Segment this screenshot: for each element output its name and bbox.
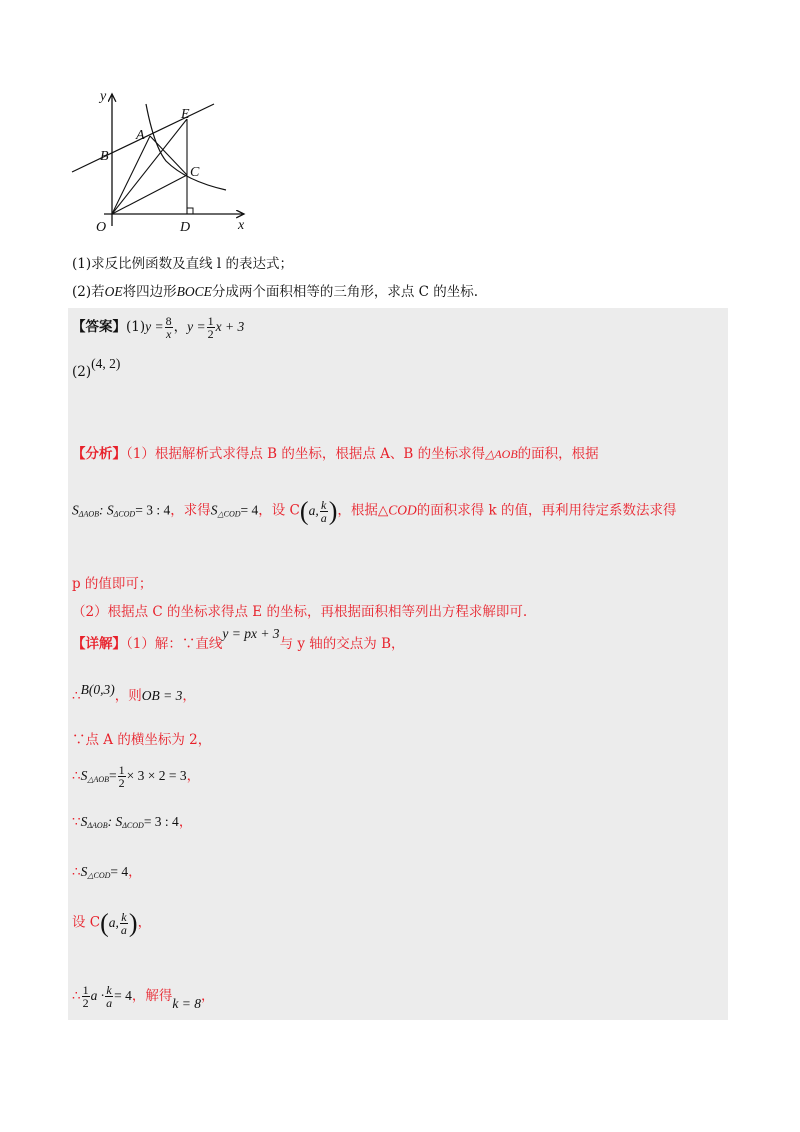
geometry-figure [66, 86, 256, 238]
detail-line-2: ∴B(0,3)，则OB = 3， [72, 682, 196, 704]
coordinate-diagram [66, 86, 256, 238]
right-angle-mark [187, 208, 193, 214]
label-O: O [96, 220, 107, 235]
analysis-line-4: （2）根据点 C 的坐标求得点 E 的坐标，再根据面积相等列出方程求解即可. [72, 604, 528, 620]
label-A: A [136, 128, 145, 143]
label-C: C [190, 165, 200, 180]
detail-line-6: $\therefore S_{\triangle COD}= 4$， [72, 864, 142, 880]
analysis-line-3: p 的值即可； [72, 576, 153, 592]
label-x: x [238, 218, 245, 233]
question-2: (2)若OE将四边形BOCE分成两个面积相等的三角形，求点 C 的坐标. [72, 284, 479, 300]
segment-OE [112, 119, 187, 214]
detail-line-4: $\therefore S_{\triangle AOB}=$ $\frac{1}{2}$ × 3 × 2 = 3， [72, 763, 201, 790]
label-E: E [181, 107, 190, 122]
answer-panel [68, 308, 728, 1020]
detail-line-3: ∵点 A 的横坐标为 2， [72, 732, 212, 748]
answer-line-2: (2)(4, 2) [72, 356, 121, 380]
label-B: B [100, 149, 109, 164]
label-y: y [100, 89, 107, 104]
detail-line-5: $\because S_{\Delta AOB}$: $S_{\Delta COD}= 3$ : 4， [72, 814, 193, 830]
detail-line-1: 【详解】（1）解：∵直线y = px + 3与 y 轴的交点为 B， [72, 626, 405, 652]
segment-OA [112, 136, 150, 214]
analysis-line-1: 【分析】（1）根据解析式求得点 B 的坐标，根据点 A、B 的坐标求得△AOB的面积，根据 [72, 446, 599, 462]
answer-line-1: 【答案】(1)y = $\frac{8}{x}$ ，y = $\frac{1}{2}$ x + 3 [72, 314, 245, 341]
detail-line-8: ∴ $\frac{1}{2}$ a · $\frac{k}{a}$ = 4，解得k = 8， [72, 983, 215, 1011]
question-1: (1)求反比例函数及直线 l 的表达式； [72, 256, 294, 272]
segment-OC [112, 175, 187, 214]
detail-line-7: 设 C(a, $\frac{k}{a}$ )， [72, 908, 152, 937]
analysis-line-2: $S_{\Delta AOB}$: $S_{\Delta COD}= 3$ : 4，求得$S_{\triangle COD}= 4$，设 C(a, $\frac{k}{a}$ )，根据△COD的面积求得 k 的值，再利用待定系数法求得 [72, 496, 677, 525]
label-D: D [180, 220, 191, 235]
